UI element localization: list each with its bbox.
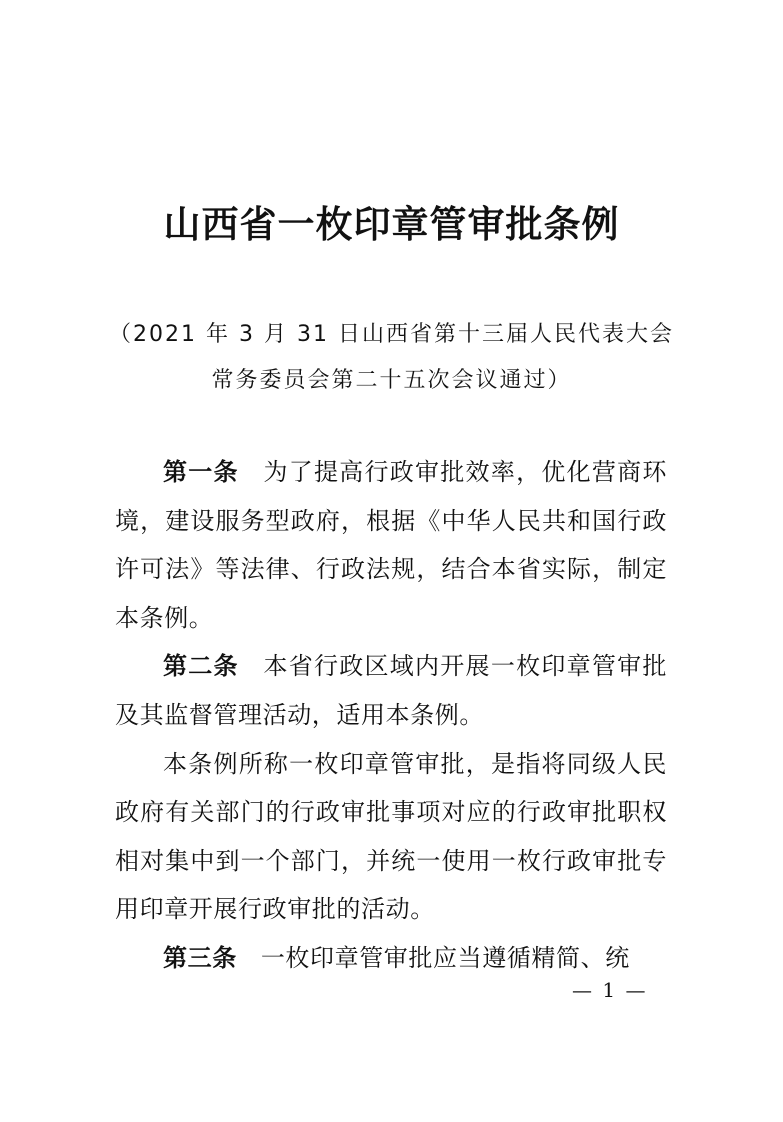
document-body xyxy=(115,448,667,983)
paragraph-article-1 xyxy=(115,448,667,642)
page-number: — 1 — xyxy=(572,978,648,1002)
adoption-note xyxy=(0,312,783,404)
paragraph-text: 本省行政区域内开展一枚印章管审批及其监督管理活动，适用本条例。 xyxy=(115,652,667,729)
article-heading: 第二条 xyxy=(163,652,239,681)
paragraph-text: 为了提高行政审批效率，优化营商环境，建设服务型政府，根据《中华人民共和国行政许可法》等法律、行政法规，结合本省实际，制定本条例。 xyxy=(115,458,667,632)
article-heading: 第三条 xyxy=(163,943,237,972)
adoption-note-line-1: （2021 年 3 月 31 日山西省第十三届人民代表大会 xyxy=(109,322,674,347)
paragraph-text: 一枚印章管审批应当遵循精简、统 xyxy=(260,943,630,972)
article-heading: 第一条 xyxy=(163,458,239,486)
document-title: 山西省一枚印章管审批条例 xyxy=(163,202,620,246)
paragraph-text: 本条例所称一枚印章管审批，是指将同级人民政府有关部门的行政审批事项对应的行政审批职权相对集中到一个部门，并统一使用一枚行政审批专用印章开展行政审批的活动。 xyxy=(115,749,667,924)
paragraph-definition xyxy=(115,740,667,934)
paragraph-article-2 xyxy=(115,642,667,739)
adoption-note-line-2: 常务委员会第二十五次会议通过） xyxy=(211,368,572,393)
